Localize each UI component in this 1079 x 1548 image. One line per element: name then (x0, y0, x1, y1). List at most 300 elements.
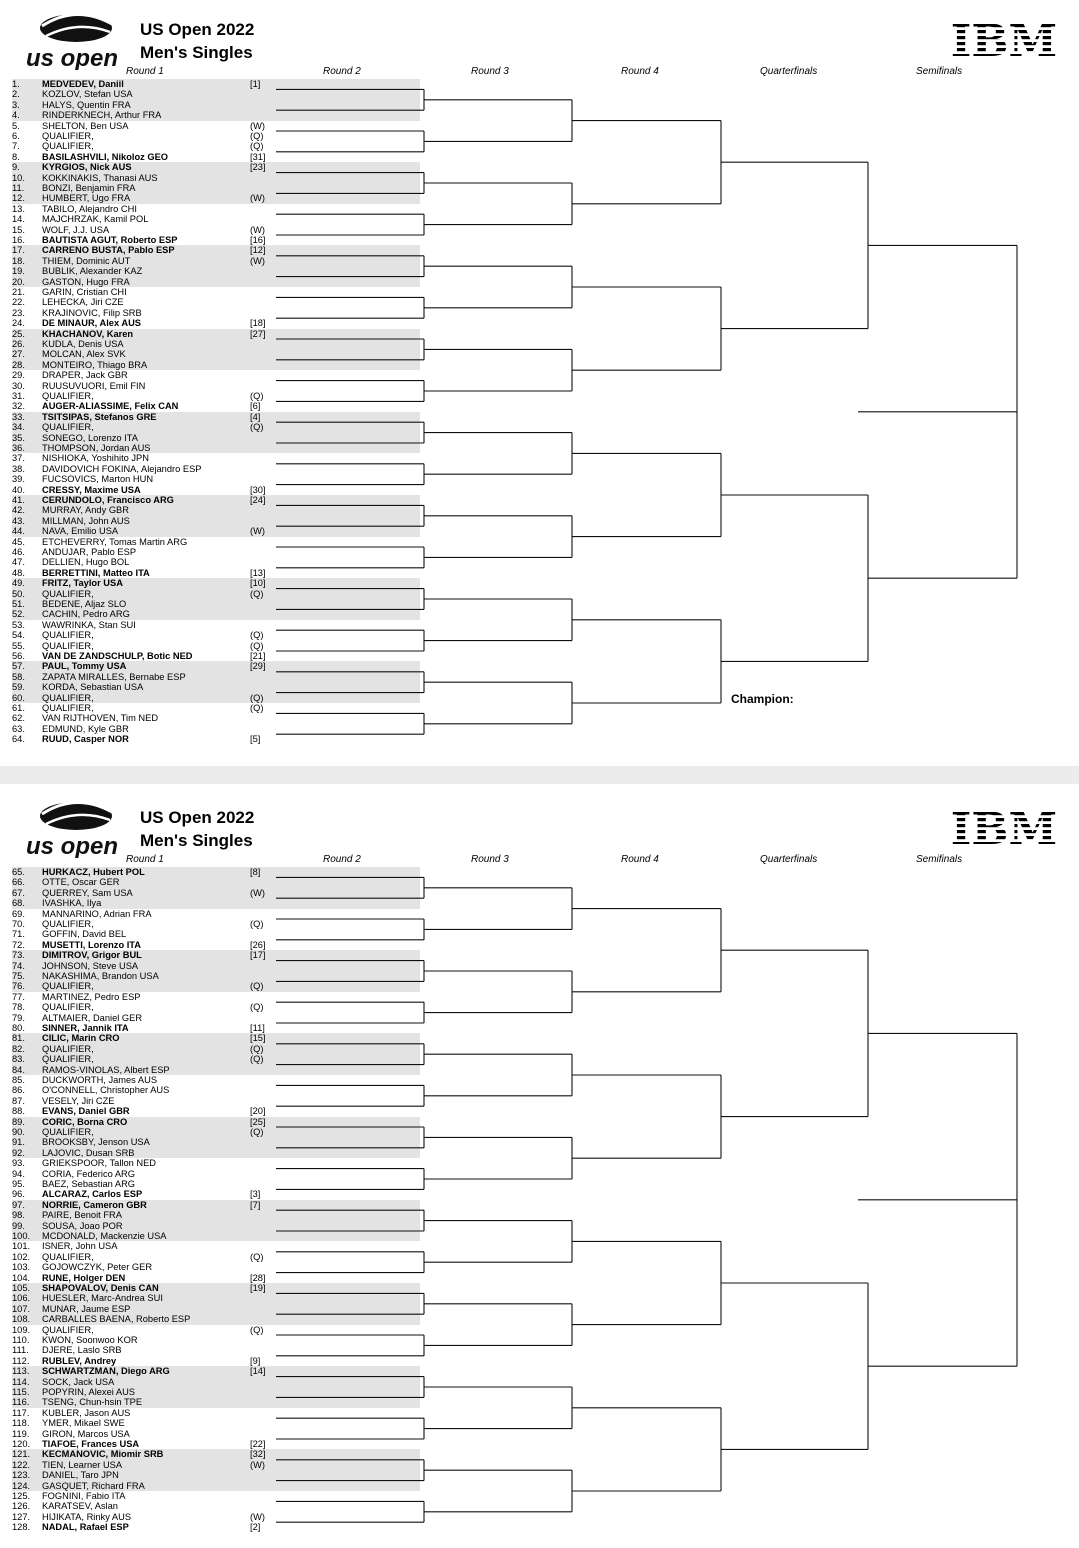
player-name: MUNAR, Jaume ESP (42, 1303, 131, 1314)
seed-tag: (Q) (250, 422, 264, 433)
player-name: MURRAY, Andy GBR (42, 505, 129, 516)
player-name: DIMITROV, Grigor BUL (42, 950, 142, 961)
entry-number: 111. (12, 1345, 29, 1356)
entry-number: 37. (12, 453, 25, 464)
player-name: BEDENE, Aljaz SLO (42, 599, 127, 609)
seed-tag: [28] (250, 1272, 266, 1283)
entry-number: 106. (12, 1293, 31, 1304)
seed-tag: (Q) (250, 919, 264, 929)
entry-number: 124. (12, 1480, 31, 1491)
player-name: QUALIFIER, (42, 391, 94, 401)
player-name: HUMBERT, Ugo FRA (42, 193, 131, 204)
seed-tag: [23] (250, 162, 266, 173)
player-name: NADAL, Rafael ESP (42, 1522, 129, 1533)
entry-number: 5. (12, 120, 20, 131)
player-name: GOJOWCZYK, Peter GER (42, 1262, 153, 1273)
player-name: ALTMAIER, Daniel GER (42, 1012, 143, 1023)
entry-number: 48. (12, 567, 25, 578)
seed-tag: [24] (250, 495, 266, 505)
entry-number: 84. (12, 1064, 25, 1075)
player-name: HUESLER, Marc-Andrea SUI (42, 1293, 163, 1304)
entry-number: 92. (12, 1147, 25, 1158)
seed-tag: (Q) (250, 630, 264, 641)
entry-number: 33. (12, 411, 25, 422)
seed-tag: (Q) (250, 692, 264, 703)
entry-number: 91. (12, 1137, 25, 1148)
seed-tag: [15] (250, 1033, 266, 1044)
seed-tag: (Q) (250, 141, 264, 152)
player-name: CACHIN, Pedro ARG (42, 609, 130, 620)
entry-number: 36. (12, 443, 25, 453)
page-subtitle: Men's Singles (140, 43, 253, 62)
player-name: QUALIFIER, (42, 1043, 94, 1054)
player-name: SONEGO, Lorenzo ITA (42, 432, 138, 443)
player-name: KUDLA, Denis USA (42, 339, 124, 349)
seed-tag: [27] (250, 328, 266, 339)
player-name: TSITSIPAS, Stefanos GRE (42, 411, 157, 422)
player-name: KYRGIOS, Nick AUS (42, 162, 132, 173)
entry-number: 113. (12, 1366, 30, 1377)
player-name: EVANS, Daniel GBR (42, 1106, 130, 1117)
seed-tag: [6] (250, 401, 261, 412)
seed-tag: (Q) (250, 981, 264, 992)
player-name: BAEZ, Sebastian ARG (42, 1179, 136, 1189)
player-name: KRAJINOVIC, Filip SRB (42, 307, 142, 318)
entry-number: 110. (12, 1335, 30, 1345)
entry-number: 61. (12, 703, 25, 713)
entry-number: 117. (12, 1407, 30, 1418)
seed-tag: [11] (250, 1023, 265, 1033)
player-name: NAVA, Emilio USA (42, 526, 119, 537)
entry-number: 114. (12, 1376, 30, 1387)
player-name: CILIC, Marin CRO (42, 1033, 120, 1044)
round-header-sf: Semifinals (916, 854, 963, 865)
entry-number: 15. (12, 224, 25, 235)
entry-number: 77. (12, 991, 25, 1002)
player-name: DE MINAUR, Alex AUS (42, 318, 142, 329)
player-name: MANNARINO, Adrian FRA (42, 908, 152, 919)
entry-number: 20. (12, 276, 25, 287)
seed-tag: (Q) (250, 1127, 264, 1137)
seed-tag: [29] (250, 661, 266, 672)
player-name: RAMOS-VINOLAS, Albert ESP (42, 1064, 170, 1075)
seed-tag: (Q) (250, 1043, 264, 1054)
seed-tag: [5] (250, 734, 261, 745)
player-name: ISNER, John USA (42, 1241, 118, 1252)
player-name: BROOKSBY, Jenson USA (42, 1137, 150, 1148)
entry-number: 86. (12, 1085, 25, 1096)
player-name: JOHNSON, Steve USA (42, 960, 139, 971)
seed-tag: (Q) (250, 131, 264, 141)
entry-number: 51. (12, 599, 25, 609)
champion-label: Champion: (731, 692, 794, 706)
entry-number: 38. (12, 463, 25, 474)
entry-number: 94. (12, 1168, 25, 1179)
player-name: O'CONNELL, Christopher AUS (42, 1085, 170, 1096)
entry-number: 100. (12, 1231, 31, 1241)
player-name: QUALIFIER, (42, 422, 94, 433)
entry-number: 80. (12, 1023, 25, 1033)
player-name: NAKASHIMA, Brandon USA (42, 971, 159, 981)
entry-number: 79. (12, 1012, 25, 1023)
player-name: HALYS, Quentin FRA (42, 99, 131, 110)
entry-number: 2. (12, 89, 20, 100)
entry-number: 32. (12, 401, 25, 412)
player-name: CORIC, Borna CRO (42, 1116, 128, 1127)
player-name: QUALIFIER, (42, 919, 94, 929)
bracket-lines (0, 788, 1079, 1548)
player-name: EDMUND, Kyle GBR (42, 723, 129, 734)
player-name: SHELTON, Ben USA (42, 120, 129, 131)
round-header-r2: Round 2 (323, 854, 361, 865)
round-header-r1: Round 1 (126, 66, 164, 77)
entry-number: 60. (12, 692, 25, 703)
entry-number: 44. (12, 526, 25, 537)
entry-number: 87. (12, 1095, 25, 1106)
player-name: LAJOVIC, Dusan SRB (42, 1147, 135, 1158)
seed-tag: [8] (250, 867, 261, 877)
entry-number: 34. (12, 422, 25, 433)
logo-text: us open (26, 833, 119, 858)
page-subtitle: Men's Singles (140, 831, 253, 850)
ibm-logo-text: IBM (950, 18, 1058, 60)
seed-tag: [16] (250, 235, 266, 245)
entry-number: 128. (12, 1522, 31, 1533)
entry-number: 64. (12, 734, 25, 745)
entry-number: 43. (12, 515, 25, 526)
player-name: THOMPSON, Jordan AUS (42, 443, 151, 453)
player-name: WAWRINKA, Stan SUI (42, 619, 136, 630)
seed-tag: (Q) (250, 1324, 264, 1335)
entry-number: 74. (12, 960, 25, 971)
entry-number: 70. (12, 919, 25, 929)
player-name: SINNER, Jannik ITA (42, 1023, 129, 1033)
seed-tag: [13] (250, 567, 266, 578)
player-name: TIAFOE, Frances USA (42, 1439, 140, 1449)
page-divider (0, 766, 1079, 784)
seed-tag: [22] (250, 1439, 266, 1449)
entry-number: 122. (12, 1459, 31, 1470)
player-name: DELLIEN, Hugo BOL (42, 557, 130, 568)
entry-number: 41. (12, 495, 25, 505)
entry-number: 42. (12, 505, 25, 516)
player-name: TSENG, Chun-hsin TPE (42, 1397, 143, 1408)
entry-number: 73. (12, 950, 25, 961)
entry-number: 21. (12, 287, 25, 297)
seed-tag: [14] (250, 1366, 266, 1377)
entry-number: 102. (12, 1251, 31, 1262)
player-name: RUUD, Casper NOR (42, 734, 129, 745)
seed-tag: [18] (250, 318, 266, 329)
seed-tag: [31] (250, 151, 266, 162)
entry-number: 118. (12, 1418, 30, 1429)
entry-number: 125. (12, 1491, 31, 1501)
player-name: QUERREY, Sam USA (42, 887, 133, 898)
entry-number: 99. (12, 1220, 25, 1231)
entry-number: 56. (12, 651, 25, 661)
entry-number: 107. (12, 1303, 31, 1314)
player-name: POPYRIN, Alexei AUS (42, 1387, 136, 1397)
player-name: SOUSA, Joao POR (42, 1220, 123, 1231)
player-name: QUALIFIER, (42, 141, 94, 152)
seed-tag: (W) (250, 224, 265, 235)
entry-number: 121. (12, 1449, 31, 1460)
player-name: PAUL, Tommy USA (42, 661, 127, 672)
entry-number: 109. (12, 1324, 31, 1335)
entry-number: 96. (12, 1189, 25, 1200)
entry-number: 78. (12, 1002, 25, 1013)
player-name: OTTE, Oscar GER (42, 877, 120, 888)
entry-number: 40. (12, 484, 25, 495)
player-name: BAUTISTA AGUT, Roberto ESP (42, 235, 178, 245)
entry-number: 98. (12, 1210, 25, 1221)
player-name: QUALIFIER, (42, 1251, 94, 1262)
seed-tag: [19] (250, 1283, 266, 1293)
entry-number: 112. (12, 1355, 30, 1366)
entry-number: 62. (12, 713, 25, 724)
player-name: MCDONALD, Mackenzie USA (42, 1231, 167, 1241)
entry-number: 65. (12, 867, 25, 877)
player-name: VAN DE ZANDSCHULP, Botic NED (42, 651, 193, 661)
seed-tag: (W) (250, 1511, 265, 1522)
player-name: RUNE, Holger DEN (42, 1272, 126, 1283)
entry-number: 17. (12, 245, 25, 256)
player-name: RUBLEV, Andrey (42, 1355, 117, 1366)
player-name: KWON, Soonwoo KOR (42, 1335, 138, 1345)
entry-number: 52. (12, 609, 25, 620)
entry-number: 59. (12, 682, 25, 693)
entry-number: 119. (12, 1428, 30, 1439)
entry-number: 45. (12, 536, 25, 547)
entry-number: 46. (12, 547, 25, 557)
seed-tag: [1] (250, 79, 261, 89)
round-header-qf: Quarterfinals (760, 66, 818, 77)
page-title: US Open 2022 (140, 808, 255, 827)
entry-number: 49. (12, 578, 25, 589)
seed-tag: [17] (250, 950, 266, 961)
player-name: GIRON, Marcos USA (42, 1428, 130, 1439)
seed-tag: (Q) (250, 391, 264, 401)
player-name: DANIEL, Taro JPN (42, 1470, 119, 1481)
player-name: QUALIFIER, (42, 630, 94, 641)
player-name: QUALIFIER, (42, 640, 94, 651)
player-name: ALCARAZ, Carlos ESP (42, 1189, 143, 1200)
player-name: RUUSUVUORI, Emil FIN (42, 380, 146, 391)
player-name: KECMANOVIC, Miomir SRB (42, 1449, 164, 1460)
player-name: HIJIKATA, Rinky AUS (42, 1511, 132, 1522)
entry-number: 97. (12, 1199, 25, 1210)
player-name: QUALIFIER, (42, 131, 94, 141)
player-name: ETCHEVERRY, Tomas Martin ARG (42, 536, 188, 547)
entry-number: 6. (12, 131, 20, 141)
seed-tag: (Q) (250, 640, 264, 651)
player-name: QUALIFIER, (42, 703, 94, 713)
entry-number: 28. (12, 359, 25, 370)
entry-number: 58. (12, 671, 25, 682)
player-name: THIEM, Dominic AUT (42, 255, 131, 266)
player-name: HURKACZ, Hubert POL (42, 867, 145, 877)
player-name: QUALIFIER, (42, 1002, 94, 1013)
player-name: GRIEKSPOOR, Tallon NED (42, 1158, 157, 1169)
entry-number: 10. (12, 172, 25, 183)
entry-number: 13. (12, 203, 25, 214)
player-name: LEHECKA, Jiri CZE (42, 297, 124, 308)
player-name: DJERE, Laslo SRB (42, 1345, 122, 1356)
seed-tag: (W) (250, 120, 265, 131)
player-name: DUCKWORTH, James AUS (42, 1075, 158, 1085)
seed-tag: (W) (250, 887, 265, 898)
entry-number: 120. (12, 1439, 31, 1449)
player-name: SHAPOVALOV, Denis CAN (42, 1283, 159, 1293)
player-name: SOCK, Jack USA (42, 1376, 115, 1387)
seed-tag: (Q) (250, 1002, 264, 1013)
entry-number: 35. (12, 432, 25, 443)
entry-number: 95. (12, 1179, 25, 1189)
entry-number: 115. (12, 1387, 30, 1397)
player-name: KOZLOV, Stefan USA (42, 89, 133, 100)
player-name: MAJCHRZAK, Kamil POL (42, 214, 149, 225)
entry-number: 63. (12, 723, 25, 734)
seed-tag: [4] (250, 411, 261, 422)
seed-tag: (W) (250, 526, 265, 537)
player-name: GARIN, Cristian CHI (42, 287, 127, 297)
player-name: KOKKINAKIS, Thanasi AUS (42, 172, 158, 183)
entry-number: 30. (12, 380, 25, 391)
entry-number: 69. (12, 908, 25, 919)
entry-number: 29. (12, 370, 25, 381)
entry-number: 18. (12, 255, 25, 266)
seed-tag: [9] (250, 1355, 261, 1366)
player-name: BONZI, Benjamin FRA (42, 183, 136, 193)
player-name: CARRENO BUSTA, Pablo ESP (42, 245, 175, 256)
player-name: TIEN, Learner USA (42, 1459, 123, 1470)
player-name: MEDVEDEV, Daniil (42, 79, 124, 89)
entry-number: 4. (12, 110, 20, 121)
player-name: QUALIFIER, (42, 692, 94, 703)
entry-number: 54. (12, 630, 25, 641)
player-name: RINDERKNECH, Arthur FRA (42, 110, 162, 121)
entry-number: 101. (12, 1241, 31, 1252)
round-header-r4: Round 4 (621, 854, 659, 865)
logo-text: us open (26, 45, 119, 70)
seed-tag: [10] (250, 578, 266, 589)
entry-number: 23. (12, 307, 25, 318)
player-name: KUBLER, Jason AUS (42, 1407, 131, 1418)
entry-number: 88. (12, 1106, 25, 1117)
entry-number: 27. (12, 349, 25, 360)
seed-tag: (W) (250, 1459, 265, 1470)
player-name: DAVIDOVICH FOKINA, Alejandro ESP (42, 463, 202, 474)
seed-tag: (Q) (250, 588, 264, 599)
entry-number: 47. (12, 557, 25, 568)
entry-number: 8. (12, 151, 20, 162)
entry-number: 85. (12, 1075, 25, 1085)
seed-tag: [21] (250, 651, 266, 661)
ibm-logo-text: IBM (950, 806, 1058, 848)
entry-number: 19. (12, 266, 25, 277)
player-name: KORDA, Sebastian USA (42, 682, 144, 693)
bracket-sheet-bottom (0, 788, 1079, 1548)
entry-number: 12. (12, 193, 25, 204)
player-name: NORRIE, Cameron GBR (42, 1199, 147, 1210)
player-name: MOLCAN, Alex SVK (42, 349, 126, 360)
seed-tag: (W) (250, 193, 265, 204)
round-header-r4: Round 4 (621, 66, 659, 77)
entry-number: 3. (12, 99, 20, 110)
entry-number: 14. (12, 214, 25, 225)
seed-tag: [2] (250, 1522, 261, 1533)
round-header-r1: Round 1 (126, 854, 164, 865)
entry-number: 11. (12, 183, 25, 193)
seed-tag: (Q) (250, 1054, 264, 1065)
entry-number: 104. (12, 1272, 31, 1283)
entry-number: 25. (12, 328, 25, 339)
round-header-r3: Round 3 (471, 66, 509, 77)
entry-number: 31. (12, 391, 25, 401)
player-name: TABILO, Alejandro CHI (42, 203, 137, 214)
seed-tag: (W) (250, 255, 265, 266)
seed-tag: [30] (250, 484, 266, 495)
player-name: MONTEIRO, Thiago BRA (42, 359, 148, 370)
entry-number: 68. (12, 898, 25, 909)
player-name: SCHWARTZMAN, Diego ARG (42, 1366, 170, 1377)
round-header-sf: Semifinals (916, 66, 963, 77)
entry-number: 75. (12, 971, 25, 981)
bracket-sheet-top (0, 0, 1079, 760)
player-name: CARBALLES BAENA, Roberto ESP (42, 1314, 191, 1325)
player-name: GOFFIN, David BEL (42, 929, 127, 940)
player-name: FOGNINI, Fabio ITA (42, 1491, 126, 1501)
entry-number: 93. (12, 1158, 25, 1169)
player-name: YMER, Mikael SWE (42, 1418, 125, 1429)
player-name: VAN RIJTHOVEN, Tim NED (42, 713, 159, 724)
entry-number: 67. (12, 887, 25, 898)
bracket-lines (0, 0, 1079, 760)
entry-number: 116. (12, 1397, 30, 1408)
player-name: KHACHANOV, Karen (42, 328, 134, 339)
entry-number: 76. (12, 981, 25, 992)
player-name: WOLF, J.J. USA (42, 224, 110, 235)
player-name: CORIA, Federico ARG (42, 1168, 135, 1179)
entry-number: 103. (12, 1262, 31, 1273)
entry-number: 108. (12, 1314, 31, 1325)
entry-number: 26. (12, 339, 25, 349)
player-name: QUALIFIER, (42, 1324, 94, 1335)
player-name: AUGER-ALIASSIME, Felix CAN (42, 401, 179, 412)
player-name: CERUNDOLO, Francisco ARG (42, 495, 174, 505)
entry-number: 16. (12, 235, 25, 245)
player-name: QUALIFIER, (42, 1127, 94, 1137)
entry-number: 89. (12, 1116, 25, 1127)
entry-number: 83. (12, 1054, 25, 1065)
player-name: GASQUET, Richard FRA (42, 1480, 145, 1491)
entry-number: 7. (12, 141, 20, 152)
seed-tag: [7] (250, 1199, 261, 1210)
player-name: IVASHKA, Ilya (42, 898, 102, 909)
seed-tag: (Q) (250, 1251, 264, 1262)
player-name: ZAPATA MIRALLES, Bernabe ESP (42, 671, 186, 682)
player-name: BERRETTINI, Matteo ITA (42, 567, 150, 578)
player-name: ANDUJAR, Pablo ESP (42, 547, 137, 557)
player-name: VESELY, Jiri CZE (42, 1095, 115, 1106)
player-name: GASTON, Hugo FRA (42, 276, 130, 287)
entry-number: 1. (12, 79, 20, 89)
round-header-qf: Quarterfinals (760, 854, 818, 865)
player-name: MILLMAN, John AUS (42, 515, 130, 526)
player-name: FRITZ, Taylor USA (42, 578, 123, 589)
entry-number: 9. (12, 162, 20, 173)
entry-number: 82. (12, 1043, 25, 1054)
